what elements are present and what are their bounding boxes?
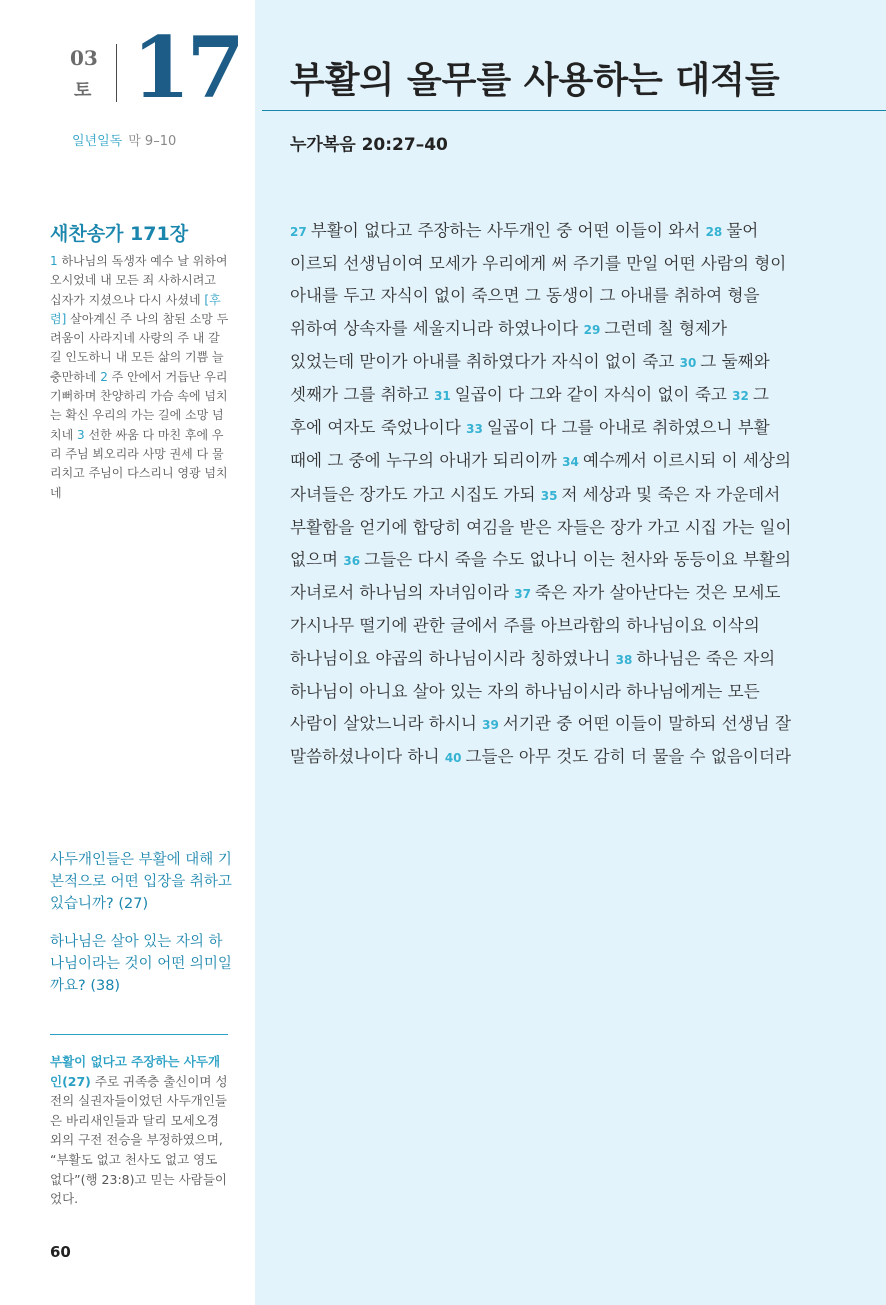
verse-number: 27 (290, 225, 307, 239)
verse-text: 일곱이 다 그와 같이 자식이 없이 죽고 (454, 385, 727, 405)
hymn-refrain-text: 살아계신 주 나의 참된 소망 두려움이 사라지네 사랑의 주 내 갈 길 인도하니 내 모든 삶의 기쁨 늘 충만하네 (50, 311, 229, 384)
hymn-lyrics (50, 252, 230, 503)
verse-number: 33 (466, 422, 483, 437)
verse-number: 29 (583, 322, 601, 337)
verse-text: 그 둘째와 셋째가 그를 취하고 (290, 351, 770, 405)
hymn-verse-text: 주 안에서 거듭난 우리 기뻐하며 찬양하리 가슴 속에 넘치는 확신 우리의 가는 길에 소망 넘치네 (50, 369, 228, 442)
verse-number: 37 (514, 587, 531, 602)
verse-text: 그런데 칠 형제가 있었는데 맏이가 아내를 취하였다가 자식이 없이 죽고 (290, 318, 728, 371)
date-divider (116, 44, 117, 102)
hymn-verse-text: 선한 싸움 다 마친 후에 우리 주님 뵈오리라 사망 권세 다 물리치고 주님이 다스리니 영광 넘치네 (50, 427, 228, 500)
page-title: 부활의 올무를 사용하는 대적들 (290, 59, 780, 101)
date-month: 03 (70, 46, 98, 70)
study-note-body: 주로 귀족층 출신이며 성전의 실권자들이었던 사두개인들은 바리새인들과 달리 모세오경 외의 구전 전승을 부정하였으며, “부활도 없고 천사도 없고 영도 없다”(행 23:8)고 믿는 사람들이었다. (50, 1073, 228, 1207)
verse-number: 30 (679, 355, 697, 370)
verse-text: 죽은 자가 살아난다는 것은 모세도 가시나무 떨기에 관한 글에서 주를 아브라함의 하나님이요 이삭의 하나님이요 야곱의 하나님이시라 칭하였나니 (290, 583, 781, 668)
verse-number: 38 (615, 652, 633, 667)
verse-number: 34 (562, 455, 579, 470)
study-note-head: 부활이 없다고 주장하는 사두개인(27) (50, 1054, 221, 1089)
verse-text: 예수께서 이르시되 이 세상의 자녀들은 장가도 가고 시집도 가되 (290, 451, 791, 504)
verse-number: 36 (343, 554, 361, 569)
verse-text: 저 세상과 및 죽은 자 가운데서 부활함을 얻기에 합당히 여김을 받은 자들은 장가 가고 시집 가는 일이 없으며 (290, 484, 792, 570)
hymn-verse-number: 1 (50, 254, 58, 268)
title-rule (262, 110, 886, 111)
note-divider (50, 1034, 228, 1035)
question-item: 사두개인들은 부활에 대해 기본적으로 어떤 입장을 취하고 있습니까? (27) (50, 852, 232, 912)
verse-number: 40 (444, 751, 462, 766)
hymn-verse-number: 3 (77, 427, 85, 442)
verse-text: 하나님은 죽은 자의 하나님이 아니요 살아 있는 자의 하나님이시라 하나님에게는 모든 사람이 살았느니라 하시니 (290, 648, 776, 734)
yearly-reading-label: 일년일독 (72, 134, 123, 149)
reflection-questions (50, 849, 232, 1013)
verse-number: 35 (540, 488, 558, 503)
date-day: 17 (132, 18, 241, 117)
hymn-refrain-tag: [후렴] (50, 292, 221, 326)
hymn-verse-text: 하나님의 독생자 예수 날 위하여 오시었네 내 모든 죄 사하시려고 십자가 지셨으나 다시 사셨네 (50, 254, 228, 307)
page-number: 60 (50, 1243, 71, 1261)
verse-text: 일곱이 다 그를 아내로 취하였으니 부활 때에 그 중에 누구의 아내가 되리이까 (290, 418, 770, 471)
hymn-title: 새찬송가 171장 (50, 223, 189, 245)
verse-text: 그 후에 여자도 죽었나이다 (290, 385, 769, 438)
passage-reference: 누가복음 20:27–40 (290, 135, 448, 155)
study-note (50, 1052, 230, 1209)
question-item: 하나님은 살아 있는 자의 하나님이라는 것이 어떤 의미일까요? (38) (50, 934, 232, 994)
verse-number: 28 (705, 225, 723, 239)
verse-text: 부활이 없다고 주장하는 사두개인 중 어떤 이들이 와서 (310, 221, 701, 240)
yearly-reading (72, 130, 176, 149)
verse-text: 그들은 다시 죽을 수도 없나니 이는 천사와 동등이요 부활의 자녀로서 하나님의 자녀임이라 (290, 550, 791, 603)
scripture-text (290, 215, 795, 774)
date-weekday: 토 (74, 80, 92, 101)
verse-text: 물어 이르되 선생님이여 모세가 우리에게 써 주기를 만일 어떤 사람의 형이 아내를 두고 자식이 없이 죽으면 그 동생이 그 아내를 취하여 형을 위하여 상속자를 세울지니라 하였나이다 (290, 221, 787, 338)
yearly-reading-ref: 막 9–10 (128, 134, 177, 149)
verse-text: 서기관 중 어떤 이들이 말하되 선생님 잘 말씀하셨나이다 하니 (290, 714, 791, 767)
verse-number: 39 (482, 718, 499, 733)
verse-number: 31 (434, 389, 451, 404)
hymn-verse-number: 2 (100, 369, 108, 384)
verse-number: 32 (732, 389, 749, 404)
verse-text: 그들은 아무 것도 감히 더 물을 수 없음이더라 (465, 747, 791, 767)
